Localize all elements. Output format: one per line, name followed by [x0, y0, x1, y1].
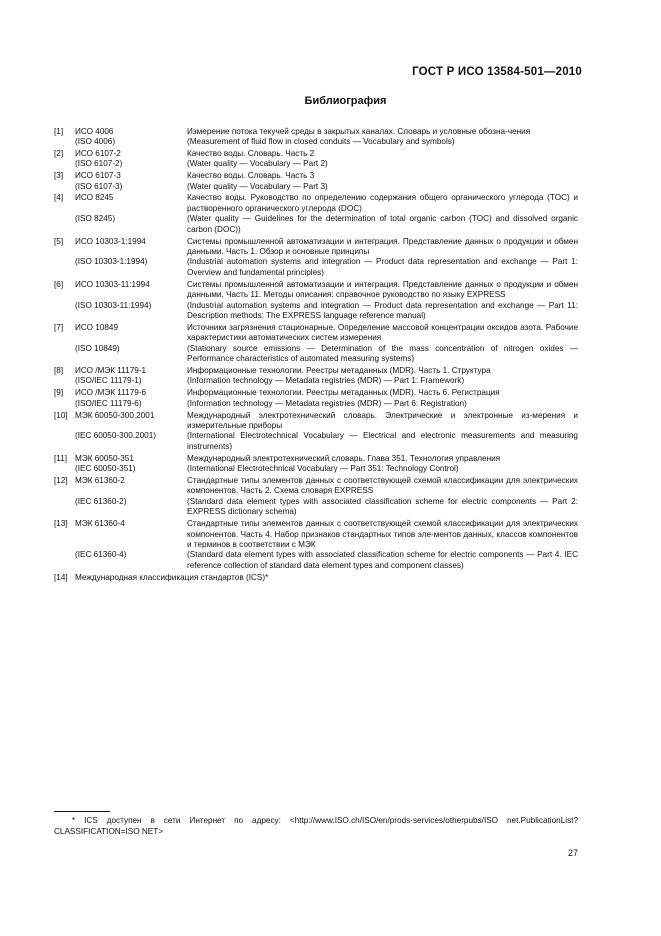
- entry-standard-code: ИСО /МЭК 11179-6: [75, 388, 147, 398]
- entry-standard-code: (IEC 60050-300.2001): [75, 431, 157, 441]
- entry-standard-code: (ISO/IEC 11179-6): [75, 398, 142, 408]
- entry-standard-code: (ISO 6107-2): [75, 159, 123, 169]
- entry-title: (International Electrotechnical Vocabulary — Part 351: Technology Control): [187, 464, 459, 474]
- entry-standard-code: (IEC 61360-4): [75, 550, 127, 560]
- entry-number: [2]: [54, 148, 64, 158]
- entry-number: [54, 257, 75, 278]
- entry-standard-code: ИСО 6107-2: [75, 148, 121, 158]
- entry-title: (Standard data element types with associated classification scheme for electric components — Part 4. IEC reference collection of standard data element types and component classes): [187, 550, 578, 570]
- bibliography-entry: [54, 431, 578, 452]
- bibliography-entry: [54, 497, 578, 518]
- entry-number: [8]: [54, 365, 64, 375]
- entry-number: [7]: [54, 322, 64, 332]
- entry-number: [5]: [54, 236, 64, 246]
- entry-standard-code: ИСО 10849: [75, 322, 119, 332]
- entry-title: Качество воды. Словарь. Часть 2: [187, 148, 315, 158]
- entry-number: [54, 344, 75, 365]
- entry-title: Системы промышленной автоматизации и интеграция. Представление данных о продукции и обмен данными. Часть 1. Обзор и основные принципы: [187, 236, 578, 256]
- entry-number: [54, 550, 75, 571]
- bibliography-list: [54, 125, 578, 583]
- entry-number: [10]: [54, 410, 68, 420]
- document-header: ГОСТ Р ИСО 13584-501—2010: [412, 66, 582, 78]
- entry-standard-code: ИСО /МЭК 11179-1: [75, 365, 147, 375]
- entry-number: [14]: [54, 572, 68, 582]
- entry-title: (Information technology — Metadata registries (MDR) — Part 6: Registration): [187, 398, 467, 408]
- entry-title: Качество воды. Руководство по определению содержания общего органического углерода (TOC) и растворенного органического углерода (DOC): [187, 193, 578, 213]
- bibliography-entry: [54, 550, 578, 571]
- page-title: Библиография: [304, 95, 387, 107]
- page-number: 27: [567, 848, 578, 858]
- entry-title: Международная классификация стандартов (ICS)*: [75, 572, 269, 582]
- bibliography-entry: [54, 573, 578, 583]
- bibliography-entry: [54, 323, 578, 344]
- entry-standard-code: (ISO 10303-11:1994): [75, 300, 152, 310]
- entry-number: [54, 137, 75, 147]
- entry-number: [13]: [54, 519, 68, 529]
- entry-number: [54, 464, 75, 474]
- entry-standard-code: (ISO 4006): [75, 136, 116, 146]
- entry-title: Стандартные типы элементов данных с соответствующей схемой классификации для электрических компонентов. Часть 4. Набор признаков стандартных типов эле-ментов данных, классов компонентов и терминов в соответствии с МЭК: [187, 519, 578, 549]
- entry-number: [54, 376, 75, 386]
- entry-standard-code: (ISO/IEC 11179-1): [75, 376, 142, 386]
- footnote-divider: [54, 811, 110, 812]
- entry-title: (Industrial automation systems and integration — Product data representation and exchange — Part 1: Overview and fundamental principles): [187, 257, 578, 277]
- entry-standard-code: ИСО 4006: [75, 126, 114, 136]
- entry-standard-code: (ISO 10849): [75, 343, 120, 353]
- entry-number: [6]: [54, 279, 64, 289]
- entry-standard-code: (IEC 61360-2): [75, 496, 127, 506]
- entry-number: [11]: [54, 453, 68, 463]
- entry-number: [12]: [54, 476, 68, 485]
- entry-number: [9]: [54, 388, 64, 398]
- bibliography-entry: [54, 149, 578, 159]
- bibliography-entry: [54, 366, 578, 376]
- bibliography-entry: [54, 214, 578, 235]
- entry-title: Международный электротехнический словарь. Электрические и электронные из-мерения и измерительные приборы: [187, 410, 578, 430]
- entry-number: [54, 182, 75, 192]
- entry-number: [54, 399, 75, 409]
- entry-standard-code: (ISO 10303-1:1994): [75, 257, 148, 267]
- entry-title: Информационные технологии. Реестры метаданных (MDR). Часть 1. Структура: [187, 365, 491, 375]
- entry-title: (Measurement of fluid flow in closed conduits — Vocabulary and symbols): [187, 136, 455, 146]
- entry-title: (Industrial automation systems and integration — Product data representation and exchange — Part 11: Description methods: The EXPRESS language reference manual): [187, 300, 578, 320]
- bibliography-entry: [54, 257, 578, 278]
- entry-number: [1]: [54, 126, 64, 136]
- entry-title: (Water quality — Vocabulary — Part 2): [187, 159, 328, 169]
- entry-title: Источники загрязнения стационарные. Определение массовой концентрации оксидов азота. Рабочие характеристики автоматических систем измерения: [187, 322, 578, 343]
- entry-standard-code: МЭК 60050-300.2001: [75, 410, 155, 420]
- bibliography-entry: [54, 388, 578, 398]
- entry-title: Системы промышленной автоматизации и интеграция. Представление данных о продукции и обмен данными. Часть 11. Методы описания: справочное руководство по языку EXPRESS: [187, 279, 578, 300]
- entry-number: [54, 497, 75, 518]
- entry-standard-code: ИСО 10303-11:1994: [75, 279, 150, 289]
- entry-standard-code: МЭК 61360-4: [75, 519, 125, 529]
- entry-number: [54, 214, 75, 235]
- entry-standard-code: МЭК 60050-351: [75, 453, 134, 463]
- bibliography-entry: [54, 399, 578, 409]
- entry-standard-code: (ISO 8245): [75, 214, 116, 224]
- entry-title: Информационные технологии. Реестры метаданных (MDR). Часть 6. Регистрация: [187, 388, 500, 398]
- entry-standard-code: ИСО 8245: [75, 193, 114, 203]
- entry-number: [54, 159, 75, 169]
- entry-title: (Stationary source emissions — Determination of the mass concentration of nitrogen oxides — Performance characteristics of automated measuring systems): [187, 343, 578, 364]
- entry-standard-code: ИСО 6107-3: [75, 171, 121, 181]
- entry-number: [54, 301, 75, 322]
- bibliography-entry: [54, 182, 578, 192]
- footnote: * ICS доступен в сети Интернет по адресу: <http://www.ISO.ch/ISO/en/prods-services/otherpubs/ISO net.PublicationList?CLASSIFICATION=ISO NET>: [54, 816, 578, 836]
- entry-title: (Information technology — Metadata registries (MDR) — Part 1: Framework): [187, 376, 465, 386]
- bibliography-entry: [54, 159, 578, 169]
- entry-standard-code: МЭК 61360-2: [75, 476, 125, 485]
- bibliography-entry: [54, 464, 578, 474]
- bibliography-entry: [54, 344, 578, 365]
- bibliography-entry: [54, 137, 578, 147]
- bibliography-entry: [54, 301, 578, 322]
- bibliography-entry: [54, 411, 578, 432]
- bibliography-entry: [54, 519, 578, 550]
- entry-standard-code: ИСО 10303-1:1994: [75, 236, 146, 246]
- entry-title: Качество воды. Словарь. Часть 3: [187, 171, 315, 181]
- bibliography-entry: [54, 193, 578, 214]
- entry-standard-code: (ISO 6107-3): [75, 181, 123, 191]
- bibliography-entry: [54, 376, 578, 386]
- entry-title: Международный электротехнический словарь. Глава 351. Технология управления: [187, 453, 501, 463]
- entry-title: Измерение потока текучей среды в закрытых каналах. Словарь и условные обозна-чения: [187, 126, 531, 136]
- entry-title: Стандартные типы элементов данных с соответствующей схемой классификации для электрических компонентов. Часть 2. Схема словаря EXPRESS: [187, 476, 578, 496]
- entry-title: (International Electrotechnical Vocabulary — Electrical and electronic measurements and measuring instruments): [187, 431, 578, 451]
- bibliography-entry: [54, 171, 578, 181]
- entry-number: [4]: [54, 193, 64, 203]
- bibliography-entry: [54, 476, 578, 497]
- bibliography-entry: [54, 237, 578, 258]
- bibliography-entry: [54, 127, 578, 137]
- entry-title: (Water quality — Guidelines for the determination of total organic carbon (TOC) and dissolved organic carbon (DOC)): [187, 214, 578, 234]
- entry-title: (Standard data element types with associated classification scheme for electric components — Part 2: EXPRESS dictionary schema): [187, 496, 578, 517]
- entry-number: [54, 431, 75, 452]
- entry-title: (Water quality — Vocabulary — Part 3): [187, 181, 328, 191]
- entry-number: [3]: [54, 171, 64, 181]
- bibliography-entry: [54, 280, 578, 301]
- entry-standard-code: (IEC 60050-351): [75, 464, 136, 474]
- bibliography-entry: [54, 454, 578, 464]
